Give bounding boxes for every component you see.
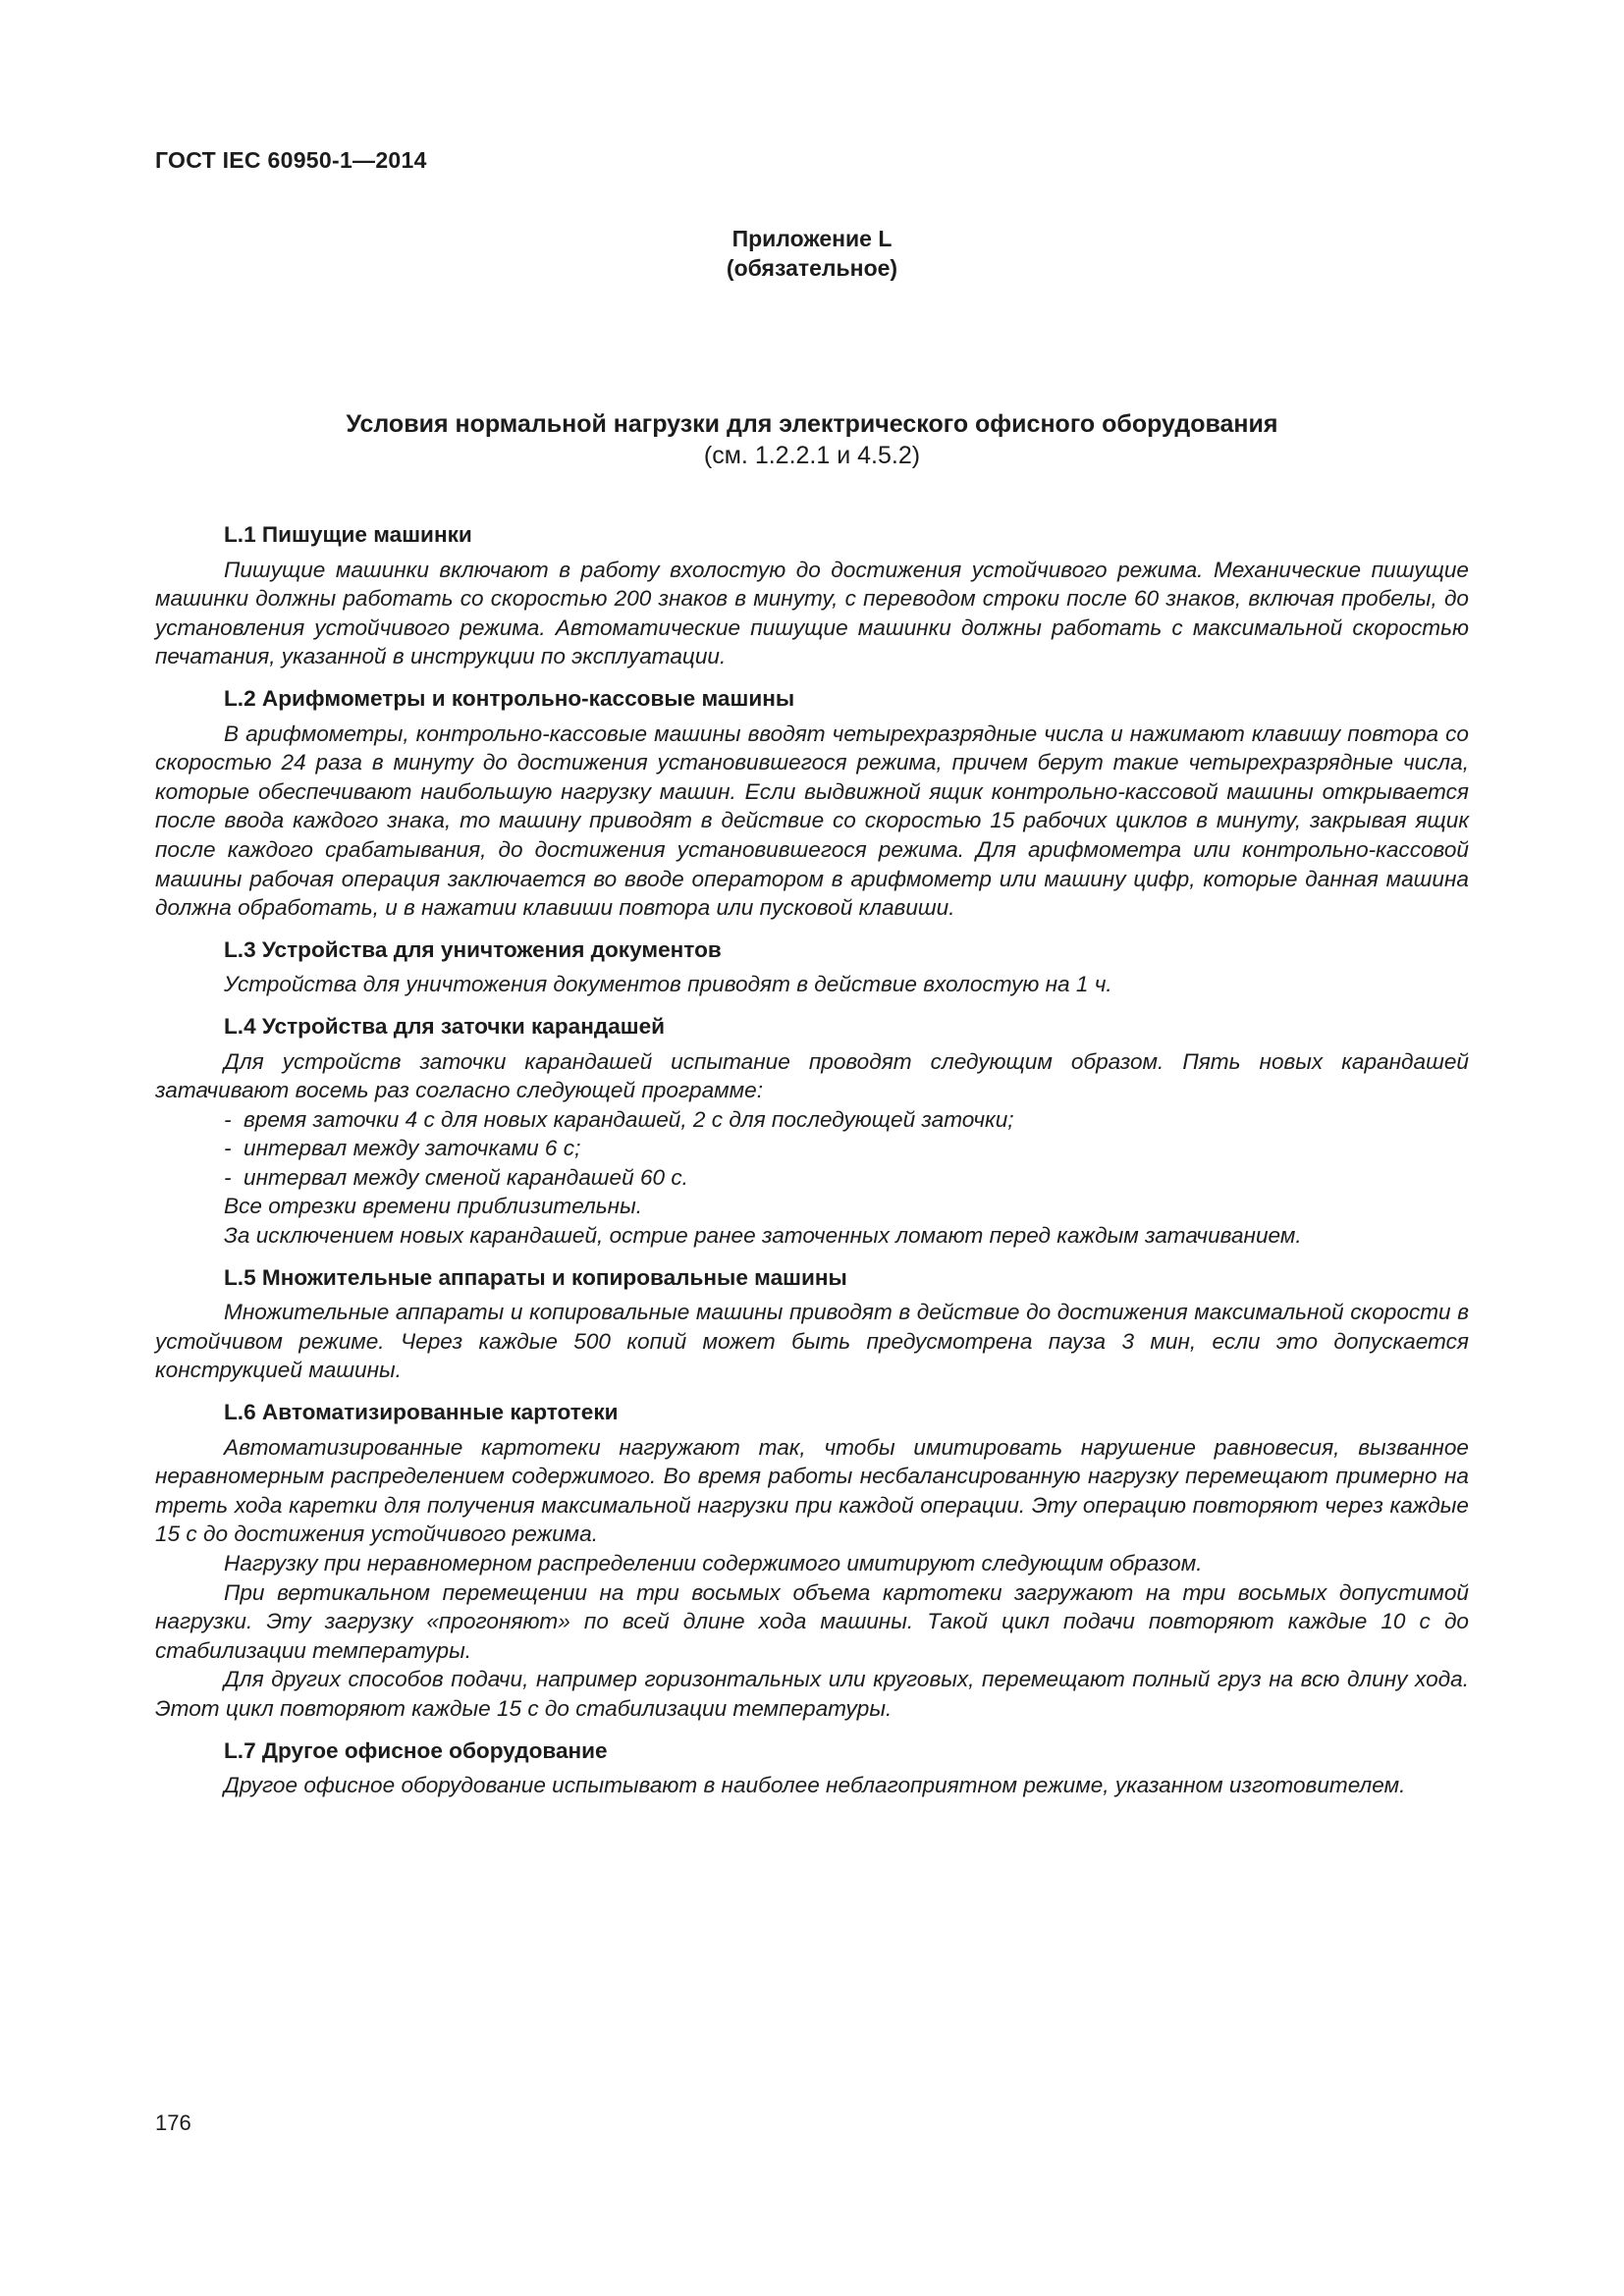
section-l1-paragraph: Пишущие машинки включают в работу вхолостую до достижения устойчивого режима. Механические пишущие машинки должны работать со скоростью 200 знаков в минуту, с переводом строки после 60 знаков, включая пробелы, до установления устойчивого режима. Автоматические пишущие машинки должны работать с максимальной скоростью печатания, указанной в инструкции по эксплуатации. bbox=[155, 557, 1469, 669]
section-heading-l5: L.5 Множительные аппараты и копировальные машины bbox=[224, 1264, 847, 1290]
section-l2-paragraph: В арифмометры, контрольно-кассовые машины вводят четырехразрядные числа и нажимают клавишу повтора со скоростью 24 раза в минуту до достижения установившегося режима, причем берут такие четырехразрядные числа, которые обеспечивают наибольшую нагрузку машин. Если выдвижной ящик контрольно-кассовой машины открывается после ввода каждого знака, то машину приводят в действие со скоростью 15 рабочих циклов в минуту, закрывая ящик после каждого срабатывания, до достижения установившегося режима. Для арифмометра или контрольно-кассовой машины рабочая операция заключается во вводе оператором в арифмометр или машину цифр, которые данная машина должна обработать, и в нажатии клавиши повтора или пусковой клавиши. bbox=[155, 721, 1469, 921]
section-l4-paragraph: Для устройств заточки карандашей испытание проводят следующим образом. Пять новых карандашей затачивают восемь раз согласно следующей программе: bbox=[155, 1048, 1469, 1103]
annex-label: Приложение L bbox=[731, 226, 893, 251]
annex-status: (обязательное) bbox=[726, 255, 898, 281]
section-l6-paragraph: При вертикальном перемещении на три восьмых объема картотеки загружают на три восьмых допустимой нагрузки. Эту загрузку «прогоняют» по всей длине хода машины. Такой цикл подачи повторяют каждые 10 с до стабилизации температуры. bbox=[155, 1579, 1469, 1663]
section-l6-paragraph: Для других способов подачи, например горизонтальных или круговых, перемещают полный груз на всю длину хода. Этот цикл повторяют каждые 15 с до стабилизации температуры. bbox=[155, 1667, 1469, 1721]
section-l4-note: За исключением новых карандашей, острие ранее заточенных ломают перед каждым затачиванием. bbox=[224, 1223, 1302, 1249]
annex-references: (см. 1.2.2.1 и 4.5.2) bbox=[703, 442, 921, 469]
section-l3-paragraph: Устройства для уничтожения документов приводят в действие вхолостую на 1 ч. bbox=[224, 972, 1112, 997]
page-number: 176 bbox=[155, 2110, 191, 2135]
section-l6-paragraph: Нагрузку при неравномерном распределении содержимого имитируют следующим образом. bbox=[224, 1551, 1203, 1575]
section-heading-l3: L.3 Устройства для уничтожения документов bbox=[224, 936, 722, 962]
list-item: - интервал между сменой карандашей 60 с. bbox=[224, 1164, 688, 1190]
list-item: - время заточки 4 с для новых карандашей, 2 с для последующей заточки; bbox=[224, 1106, 1014, 1132]
section-heading-l6: L.6 Автоматизированные картотеки bbox=[224, 1400, 619, 1425]
list-item: - интервал между заточками 6 с; bbox=[224, 1136, 581, 1161]
section-l6-paragraph: Автоматизированные картотеки нагружают так, чтобы имитировать нарушение равновесия, вызванное неравномерным распределением содержимого. Во время работы несбалансированную нагрузку перемещают примерно на треть хода каретки для получения максимальной нагрузки при каждой операции. Эту операцию повторяют через каждые 15 с до достижения устойчивого режима. bbox=[155, 1434, 1469, 1547]
section-l4-note: Все отрезки времени приблизительны. bbox=[224, 1194, 642, 1219]
section-heading-l7: L.7 Другое офисное оборудование bbox=[224, 1737, 608, 1763]
annex-title: Условия нормальной нагрузки для электрического офисного оборудования bbox=[346, 410, 1278, 438]
section-heading-l4: L.4 Устройства для заточки карандашей bbox=[224, 1013, 666, 1039]
section-l5-paragraph: Множительные аппараты и копировальные машины приводят в действие до достижения максимальной скорости в устойчивом режиме. Через каждые 500 копий может быть предусмотрена пауза 3 мин, если это допускается конструкцией машины. bbox=[155, 1300, 1469, 1383]
section-heading-l1: L.1 Пишущие машинки bbox=[224, 522, 472, 547]
standard-designation: ГОСТ IEC 60950-1—2014 bbox=[155, 147, 427, 173]
section-heading-l2: L.2 Арифмометры и контрольно-кассовые машины bbox=[224, 685, 795, 711]
document-body bbox=[155, 520, 1469, 1800]
section-l7-paragraph: Другое офисное оборудование испытывают в наиболее неблагоприятном режиме, указанном изготовителем. bbox=[224, 1773, 1406, 1798]
